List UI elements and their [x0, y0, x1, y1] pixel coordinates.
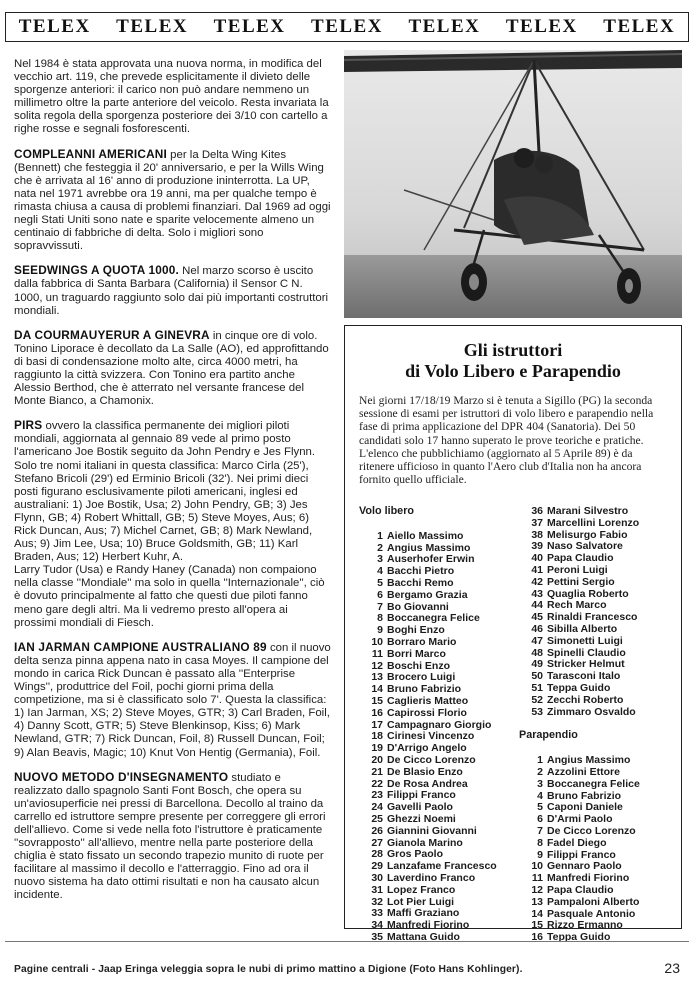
news-heading: NUOVO METODO D'INSEGNAMENTO: [14, 769, 229, 784]
entry-number: 49: [531, 658, 543, 671]
entry-name: Teppa Guido: [547, 681, 611, 694]
entry-name: Pampaloni Alberto: [547, 895, 640, 908]
entry-number: 2: [377, 541, 383, 554]
entry-name: Naso Salvatore: [547, 540, 623, 553]
entry-number: 38: [531, 528, 543, 541]
entry-number: 15: [531, 919, 543, 932]
entry-number: 20: [371, 753, 383, 766]
entry-number: 1: [537, 754, 543, 767]
entry-number: 41: [531, 563, 543, 576]
entry-number: 17: [371, 718, 383, 731]
entry-name: Marcellini Lorenzo: [547, 516, 640, 529]
parapendio-heading: Parapendio: [519, 729, 578, 742]
entry-number: 51: [531, 681, 543, 694]
news-item: [14, 419, 332, 564]
entry-number: 33: [371, 907, 383, 920]
news-text: studiato e realizzato dallo spagnolo Santi Font Bosch, che opera su un'aviosuperficie nei pressi di Barcellona. Decollo al traino da carrello ed istruttore sempre presente per correggere gli errori dell'allievo. Come si vede nella foto l'istruttore è praticamente ''sovrapposto'' all'allievo, mentre nella parte posteriore della chiglia è stato fissato un secondo trapezio munito di ruote per facilitare al massimo il decollo e l'atterraggio. Fino ad ora il nuovo sistema ha dato ottimi risultati e non ha causato alcun incidente.: [14, 771, 326, 902]
entry-number: 39: [531, 540, 543, 553]
photo-graphic: [344, 50, 682, 318]
entry-name: Stricker Helmut: [547, 658, 625, 671]
instructor-entry: [359, 755, 519, 767]
entry-name: Zimmaro Osvaldo: [547, 705, 636, 718]
instructor-entry: [359, 649, 519, 661]
entry-name: Gennaro Paolo: [547, 860, 622, 873]
banner-word: TELEX: [505, 16, 578, 37]
entry-name: Papa Claudio: [547, 552, 614, 565]
instructor-entry: [519, 518, 679, 530]
parapendio-list: [519, 755, 679, 944]
instructor-entry: [519, 636, 679, 648]
news-item: [14, 771, 332, 903]
entry-name: Boccanegra Felice: [387, 612, 480, 625]
entry-name: Pasquale Antonio: [547, 907, 636, 920]
entry-name: Bruno Fabrizio: [387, 683, 462, 696]
entry-number: 12: [371, 659, 383, 672]
entry-name: Laverdino Franco: [387, 871, 476, 884]
entry-name: De Cicco Lorenzo: [387, 753, 476, 766]
entry-name: Melisurgo Fabio: [547, 528, 628, 541]
news-item: [14, 264, 332, 317]
entry-name: Ghezzi Noemi: [387, 812, 456, 825]
news-column: [14, 58, 332, 914]
news-heading: PIRS: [14, 418, 43, 433]
instructor-entry: [359, 885, 519, 897]
instructor-entry: [359, 814, 519, 826]
entry-name: Manfredi Fiorino: [387, 919, 470, 932]
entry-name: Papa Claudio: [547, 883, 614, 896]
instructor-entry: [359, 637, 519, 649]
entry-name: Caglieris Matteo: [387, 694, 469, 707]
entry-number: 3: [377, 553, 383, 566]
instructor-entry: [519, 838, 679, 850]
instructor-entry: [359, 767, 519, 779]
entry-number: 47: [531, 634, 543, 647]
news-heading: IAN JARMAN CAMPIONE AUSTRALIANO 89: [14, 639, 267, 654]
entry-number: 15: [371, 694, 383, 707]
volo-libero-heading: Volo libero: [359, 505, 414, 517]
instructor-entry: [519, 932, 679, 944]
volo-libero-list-continued: [519, 506, 679, 718]
entry-name: Pettini Sergio: [547, 575, 615, 588]
entry-number: 13: [371, 671, 383, 684]
entry-number: 25: [371, 812, 383, 825]
entry-name: Campagnaro Giorgio: [387, 718, 492, 731]
instructor-entry: [519, 707, 679, 719]
entry-name: Brocero Luigi: [387, 671, 456, 684]
entry-name: Giannini Giovanni: [387, 824, 477, 837]
instructor-entry: [359, 578, 519, 590]
news-text: ovvero la classifica permanente dei migliori piloti mondiali, aggiornata al gennaio 89 vede al primo posto l'americano Joe Bostik seguito da John Pendry e Jes Flynn. Solo tre nomi italiani in questa classifica: Marco Cirla (25'), Stefano Bricoli (29') ed Erminio Bricoli (32'). Nei primi dieci posti figurano esclusivamente piloti americani, inglesi ed australiani: 1) Joe Bostik, Usa; 2) John Pendry, GB; 3) Jes Flynn, GB; 4) Robert Whittall, GB; 5) Steve Moyes, Aus; 6) Rick Duncan, Aus; 7) Michel Carnet, GB; 8) Mark Newland, Aus; 9) Jim Lee, Usa; 10) Bruce Goldsmith, GB; 11) Karl Braden, Aus; 12) Herbert Kuhr, A.: [14, 420, 316, 564]
entry-name: D'Arrigo Angelo: [387, 742, 467, 755]
entry-name: Cirinesi Vincenzo: [387, 730, 475, 743]
entry-number: 53: [531, 705, 543, 718]
entry-name: De Cicco Lorenzo: [547, 824, 636, 837]
entry-name: Quaglia Roberto: [547, 587, 629, 600]
entry-number: 4: [377, 565, 383, 578]
news-heading: COMPLEANNI AMERICANI: [14, 146, 167, 161]
news-text: Nel 1984 è stata approvata una nuova norma, in modifica del vecchio art. 119, che prevede esplicitamente il divieto delle sporgenze anteriori: il carico non può andare nemmeno un millimetro oltre la parte anteriore del veicolo. Resta invariata la solita regola della sporgenza posteriore dei 3/10 con cartello a righe rosse e segnali fosforescenti.: [14, 58, 329, 136]
entry-name: Bergamo Grazia: [387, 588, 468, 601]
entry-number: 10: [371, 635, 383, 648]
entry-number: 7: [377, 600, 383, 613]
box-intro: Nei giorni 17/18/19 Marzo si è tenuta a Sigillo (PG) la seconda sessione di esami per istruttori di volo libero e parapendio nella fase di prima applicazione del DPR 404 (Sanatoria). Dei 50 candidati solo 17 hanno superato le prove teoriche e pratiche. L'elenco che pubblichiamo (aggiornato al 5 Aprile 89) è da ritenere ufficioso in quanto l'Aero club d'Italia non ha ancora fornito quello ufficiale.: [359, 394, 654, 487]
entry-number: 18: [371, 730, 383, 743]
instructor-entry: [519, 767, 679, 779]
entry-number: 26: [371, 824, 383, 837]
entry-number: 44: [531, 599, 543, 612]
entry-number: 34: [371, 919, 383, 932]
entry-number: 28: [371, 848, 383, 861]
news-text: per la Delta Wing Kites (Bennett) che festeggia il 20' anniversario, e per la Wills Wing che è arrivata al 16' anno di produzione ininterrotta. La UP, nata nel 1971 avrebbe ora 19 anni, ma per qualche tempo è rimasta chiusa a causa di problemi finanziari. Dal 1969 ad oggi negli Stati Uniti sono nate e sparite velocemente almeno un centinaio di fabbriche di delta. Solo i migliori sono sopravvissuti.: [14, 148, 331, 253]
entry-number: 24: [371, 801, 383, 814]
entry-name: Rizzo Ermanno: [547, 919, 623, 932]
entry-number: 14: [371, 683, 383, 696]
news-item: [14, 641, 332, 760]
entry-number: 5: [377, 576, 383, 589]
banner-word: TELEX: [311, 16, 383, 37]
entry-number: 11: [371, 647, 383, 660]
entry-name: Lopez Franco: [387, 883, 456, 896]
entry-name: Bacchi Pietro: [387, 565, 455, 578]
entry-name: Filippi Franco: [387, 789, 456, 802]
instructor-entry: [359, 873, 519, 885]
instructor-entry: [359, 696, 519, 708]
entry-name: Borraro Mario: [387, 635, 457, 648]
entry-number: 6: [537, 813, 543, 826]
news-text: Nel marzo scorso è uscito dalla fabbrica di Santa Barbara (California) il Sensor C N. 1000, un traguardo raggiunto solo dai più importanti costruttori mondiali.: [14, 265, 329, 317]
entry-number: 42: [531, 575, 543, 588]
instructor-entry: [359, 531, 519, 543]
entry-number: 4: [537, 789, 543, 802]
entry-name: Capirossi Florio: [387, 706, 467, 719]
entry-name: Zecchi Roberto: [547, 693, 624, 706]
entry-name: Aiello Massimo: [387, 529, 464, 542]
box-title: [345, 340, 681, 382]
entry-number: 9: [537, 848, 543, 861]
entry-name: Borri Marco: [387, 647, 446, 660]
entry-number: 30: [371, 871, 383, 884]
news-item: [14, 329, 332, 409]
news-item-continued: [14, 564, 332, 629]
entry-number: 16: [531, 931, 543, 944]
entry-name: Boghi Enzo: [387, 624, 445, 637]
instructor-entry: [519, 897, 679, 909]
entry-number: 3: [537, 777, 543, 790]
entry-name: Simonetti Luigi: [547, 634, 623, 647]
entry-number: 37: [531, 516, 543, 529]
entry-number: 43: [531, 587, 543, 600]
instructor-entry: [519, 779, 679, 791]
entry-name: De Blasio Enzo: [387, 765, 463, 778]
news-heading: DA COURMAUYERUR A GINEVRA: [14, 327, 210, 342]
entry-name: Caponi Daniele: [547, 801, 623, 814]
instructor-entry: [519, 683, 679, 695]
entry-name: D'Armi Paolo: [547, 813, 613, 826]
instructor-entry: [519, 885, 679, 897]
entry-name: Bruno Fabrizio: [547, 789, 622, 802]
entry-number: 1: [377, 529, 383, 542]
box-title-line: Gli istruttori: [463, 340, 563, 360]
entry-name: Auserhofer Erwin: [387, 553, 475, 566]
entry-number: 21: [371, 765, 383, 778]
entry-name: Teppa Guido: [547, 931, 611, 944]
entry-number: 48: [531, 646, 543, 659]
instructor-entry: [519, 565, 679, 577]
entry-number: 14: [531, 907, 543, 920]
entry-name: Rech Marco: [547, 599, 607, 612]
entry-number: 50: [531, 670, 543, 683]
entry-number: 8: [377, 612, 383, 625]
entry-number: 29: [371, 860, 383, 873]
entry-name: Azzolini Ettore: [547, 765, 620, 778]
entry-name: Rinaldi Francesco: [547, 611, 638, 624]
entry-number: 9: [377, 624, 383, 637]
news-text: in cinque ore di volo. Tonino Liporace è decollato da La Salle (AO), ed approfittando di basi di condensazione molto alte, circa 4000 metri, ha raggiunto la città svizzera. Con Tonino era partito anche Alessio Berthod, che è atterrato nel versante francese del Monte Bianco, a Chamonix.: [14, 329, 329, 408]
entry-name: Boschi Enzo: [387, 659, 451, 672]
entry-name: Peroni Luigi: [547, 563, 608, 576]
list-column-left: [359, 506, 519, 944]
entry-name: Fadel Diego: [547, 836, 607, 849]
news-item: [14, 148, 332, 254]
list-column-right: [519, 506, 679, 944]
entry-name: Lot Pier Luigi: [387, 895, 455, 908]
entry-name: Marani Silvestro: [547, 505, 629, 517]
news-heading: SEEDWINGS A QUOTA 1000.: [14, 263, 179, 278]
entry-number: 22: [371, 777, 383, 790]
photo-caption: Pagine centrali - Jaap Eringa veleggia sopra le nubi di primo mattino a Digione (Foto Hans Kohlinger).: [14, 964, 523, 975]
news-text: Larry Tudor (Usa) e Randy Haney (Canada) non compaiono nella classe ''Mondiale'' ma solo in quella ''Internazionale'', ciò è dovuto principalmente al fatto che questi due piloti fanno meno gare degli altri. Ma li vedremo presto all'opera ai prossimi mondiali di Fiesch.: [14, 564, 325, 629]
instructor-entry: [519, 577, 679, 589]
entry-number: 52: [531, 693, 543, 706]
entry-number: 6: [377, 588, 383, 601]
entry-number: 7: [537, 824, 543, 837]
entry-number: 11: [531, 872, 543, 885]
entry-number: 35: [371, 930, 383, 943]
volo-libero-list: [359, 531, 519, 944]
entry-name: Sibilla Alberto: [547, 622, 618, 635]
entry-number: 19: [371, 742, 383, 755]
entry-number: 27: [371, 836, 383, 849]
entry-number: 46: [531, 622, 543, 635]
entry-name: Gros Paolo: [387, 848, 444, 861]
box-title-line: di Volo Libero e Parapendio: [405, 361, 621, 381]
banner-word: TELEX: [213, 16, 286, 37]
entry-number: 32: [371, 895, 383, 908]
entry-number: 45: [531, 611, 543, 624]
entry-name: Bo Giovanni: [387, 600, 449, 613]
news-item: [14, 58, 332, 137]
entry-number: 16: [371, 706, 383, 719]
entry-number: 40: [531, 552, 543, 565]
instructor-entry: [359, 826, 519, 838]
entry-number: 12: [531, 883, 543, 896]
entry-number: 8: [537, 836, 543, 849]
page-number: 23: [664, 960, 680, 976]
entry-name: Angius Massimo: [547, 754, 631, 767]
instructor-entry: [359, 590, 519, 602]
entry-name: Maffi Graziano: [387, 907, 460, 920]
entry-number: 10: [531, 860, 543, 873]
entry-number: 5: [537, 801, 543, 814]
banner-word: TELEX: [116, 16, 189, 37]
instructor-entry: [519, 826, 679, 838]
banner-word: TELEX: [18, 16, 91, 37]
entry-name: Lanzafame Francesco: [387, 860, 497, 873]
entry-name: Filippi Franco: [547, 848, 616, 861]
banner-word: TELEX: [603, 16, 676, 37]
instructor-entry: [359, 708, 519, 720]
entry-name: Bacchi Remo: [387, 576, 454, 589]
hang-glider-photo: [344, 50, 682, 318]
entry-name: Spinelli Claudio: [547, 646, 626, 659]
instructors-box: [344, 325, 682, 944]
entry-number: 31: [371, 883, 383, 896]
entry-name: De Rosa Andrea: [387, 777, 468, 790]
entry-name: Mattana Guido: [387, 930, 460, 943]
entry-name: Gianola Marino: [387, 836, 463, 849]
entry-name: Tarasconi Italo: [547, 670, 621, 683]
entry-name: Boccanegra Felice: [547, 777, 640, 790]
entry-number: 13: [531, 895, 543, 908]
instructor-entry: [519, 695, 679, 707]
footer-divider: [5, 941, 689, 942]
entry-number: 36: [531, 505, 543, 517]
entry-name: Angius Massimo: [387, 541, 471, 554]
telex-banner: [5, 12, 689, 42]
entry-name: Manfredi Fiorino: [547, 872, 630, 885]
instructor-entry: [519, 624, 679, 636]
entry-name: Gavelli Paolo: [387, 801, 453, 814]
news-text: con il nuovo delta senza pinna appena nato in casa Moyes. Il campione del mondo in carica Rick Duncan è passato alla ''Enterprise Wings'', produttrice del Foil, pochi giorni prima della competizione, ma si è classificato solo 7'. Questa la classifica: 1) Ian Jarman, XS; 2) Steve Moyes, GTR; 3) Carl Braden, Foil, 4) Danny Scott, GTR; 5) Steve Blenkinsop, Kiss; 6) Mark Newland, GTR; 7) Rick Duncan, Foil, 8) Russell Duncan, Foil; 9) Alan Beavis, Magic; 10) Knut Von Hentig (Germania), Foil.: [14, 641, 331, 759]
entry-number: 23: [371, 789, 383, 802]
entry-number: 2: [537, 765, 543, 778]
banner-word: TELEX: [408, 16, 481, 37]
